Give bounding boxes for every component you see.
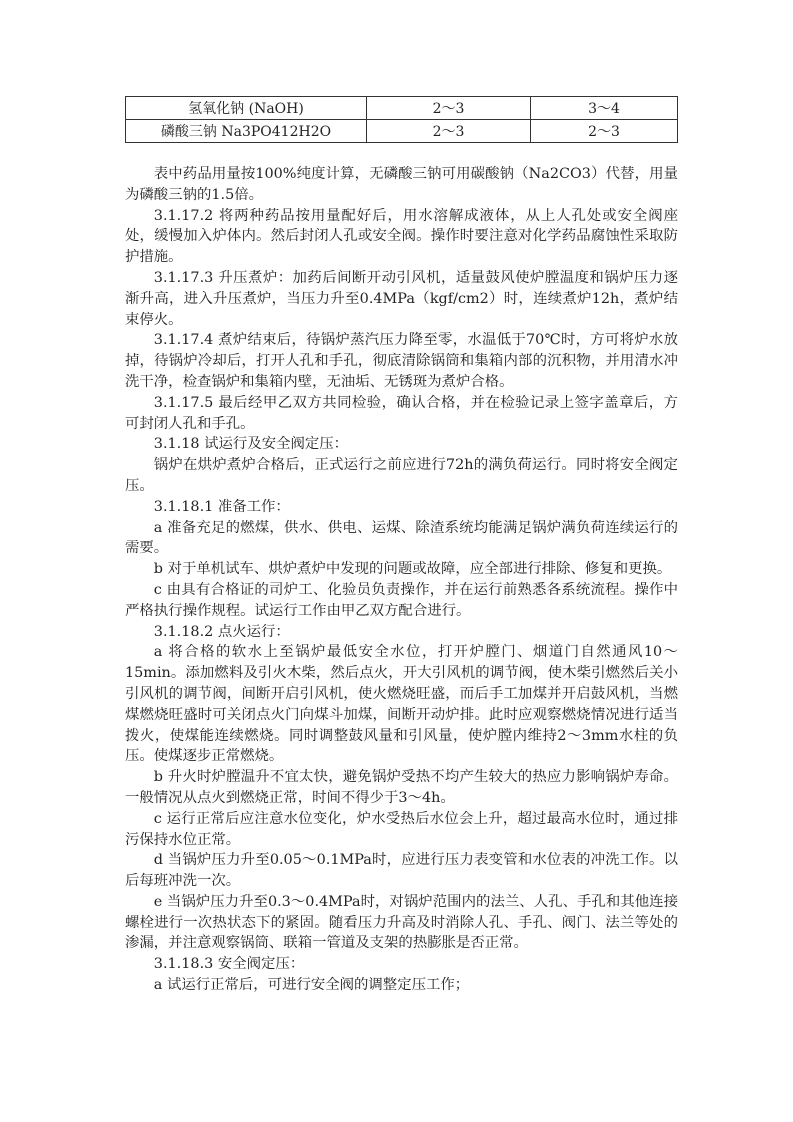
- table-row: [126, 120, 678, 143]
- paragraph: a 将合格的软水上至锅炉最低安全水位，打开炉膛门、烟道门自然通风10～15min。添加燃料及引火木柴，然后点火，开大引风机的调节阀，使木柴引燃然后关小引风机的调节阀，间断开启引风机，使火燃烧旺盛，而后手工加煤并开启鼓风机，当燃煤燃烧旺盛时可关闭点火门向煤斗加煤，间断开动炉排。此时应观察燃烧情况进行适当拨火，使煤能连续燃烧。同时调整鼓风量和引风量，使炉膛内维持2～3mm水柱的负压。使煤逐步正常燃烧。: [125, 644, 678, 765]
- table-cell: 2～3: [531, 120, 678, 143]
- paragraph: 锅炉在烘炉煮炉合格后，正式运行之前应进行72h的满负荷运行。同时将安全阀定压。: [125, 457, 678, 494]
- paragraph: d 当锅炉压力升至0.05～0.1MPa时，应进行压力表变管和水位表的冲洗工作。以后每班冲洗一次。: [125, 852, 678, 890]
- paragraph: 表中药品用量按100%纯度计算，无磷酸三钠可用碳酸钠（Na2CO3）代替，用量为磷酸三钠的1.5倍。: [125, 166, 678, 203]
- table-cell: 2～3: [367, 97, 531, 120]
- paragraph: c 运行正常后应注意水位变化，炉水受热后水位会上升，超过最高水位时，通过排污保持水位正常。: [125, 810, 678, 848]
- paragraph: e 当锅炉压力升至0.3～0.4MPa时，对锅炉范围内的法兰、人孔、手孔和其他连接螺栓进行一次热状态下的紧固。随看压力升高及时消除人孔、手孔、阀门、法兰等处的渗漏，并注意观察锅筒、联箱一管道及支架的热膨胀是否正常。: [125, 893, 678, 952]
- paragraph: b 升火时炉膛温升不宜太快，避免锅炉受热不均产生较大的热应力影响锅炉寿命。一般情况从点火到燃烧正常，时间不得少于3～4h。: [125, 769, 678, 806]
- paragraph: b 对于单机试车、烘炉煮炉中发现的问题或故障，应全部进行排除、修复和更换。: [153, 561, 672, 578]
- paragraph: 3.1.17.2 将两种药品按用量配好后，用水溶解成液体，从上人孔处或安全阀座处，缓慢加入炉体内。然后封闭人孔或安全阀。操作时要注意对化学药品腐蚀性采取防护措施。: [125, 207, 678, 266]
- paragraph: c 由具有合格证的司炉工、化验员负责操作，并在运行前熟悉各系统流程。操作中严格执行操作规程。试运行工作由甲乙双方配合进行。: [125, 581, 678, 619]
- section-heading: 3.1.18.2 点火运行：: [153, 623, 290, 640]
- paragraph: 3.1.17.4 煮炉结束后，待锅炉蒸汽压力降至零，水温低于70℃时，方可将炉水放掉，待锅炉冷却后，打开人孔和手孔，彻底清除锅筒和集箱内部的沉积物，并用清水冲洗干净，检查锅炉和集箱内壁，无油垢、无锈斑为煮炉合格。: [125, 332, 678, 390]
- paragraph: a 试运行正常后，可进行安全阀的调整定压工作；: [153, 977, 470, 994]
- chemical-dosage-table: [125, 96, 678, 143]
- document-body: [125, 164, 678, 996]
- table-row: [126, 97, 678, 120]
- table-cell: 磷酸三钠 Na3PO412H2O: [126, 120, 367, 143]
- paragraph: a 准备充足的燃煤，供水、供电、运煤、除渣系统均能满足锅炉满负荷连续运行的需要。: [125, 519, 678, 557]
- paragraph: 3.1.17.5 最后经甲乙双方共同检验，确认合格，并在检验记录上签字盖章后，方可封闭人孔和手孔。: [125, 394, 678, 432]
- section-heading: 3.1.18.1 准备工作：: [153, 498, 290, 515]
- table-cell: 2～3: [367, 120, 531, 143]
- table-cell: 3～4: [531, 97, 678, 120]
- section-heading: 3.1.18 试运行及安全阀定压：: [153, 436, 349, 453]
- section-heading: 3.1.18.3 安全阀定压：: [153, 956, 305, 973]
- paragraph: 3.1.17.3 升压煮炉：加药后间断开动引风机，适量鼓风使炉膛温度和锅炉压力逐渐升高，进入升压煮炉，当压力升至0.4MPa（kgf/cm2）时，连续煮炉12h，煮炉结束停火。: [125, 269, 678, 328]
- table-cell: 氢氧化钠 (NaOH): [126, 97, 367, 120]
